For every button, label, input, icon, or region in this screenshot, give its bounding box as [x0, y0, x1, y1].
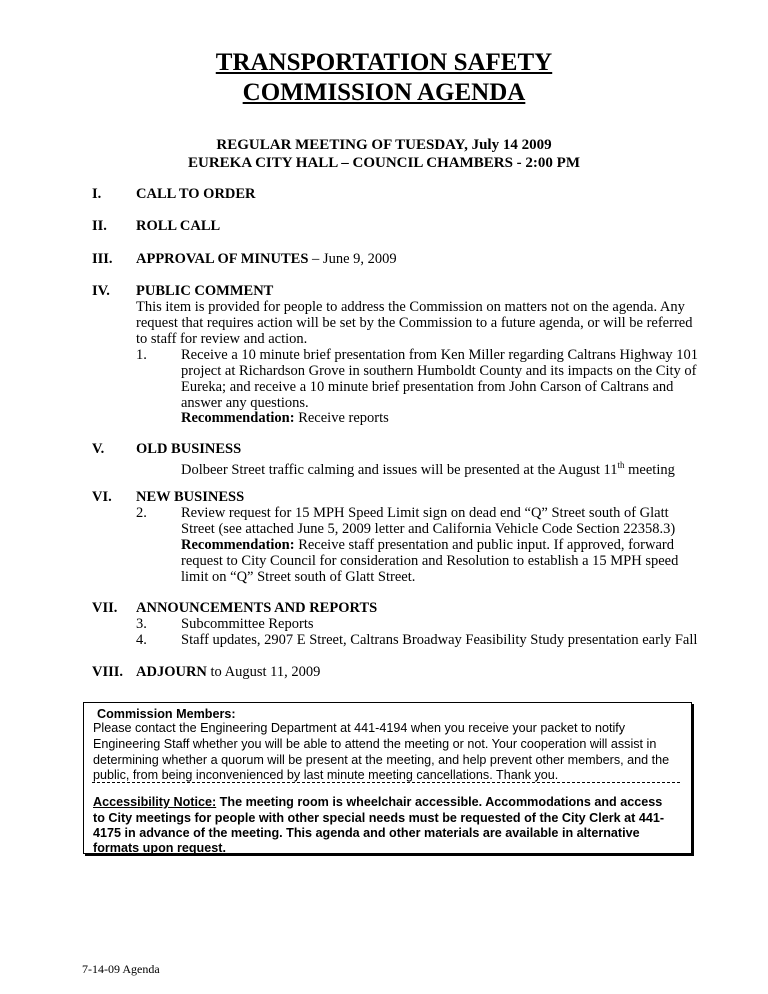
item-4-number: 4.	[136, 632, 147, 648]
meeting-line-1: REGULAR MEETING OF TUESDAY, July 14 2009	[216, 137, 552, 153]
item-1-number: 1.	[136, 347, 147, 363]
item-2-recommendation	[181, 537, 674, 553]
accessibility-line: 4175 in advance of the meeting. This agenda and other materials are available in alternative	[93, 826, 640, 840]
section-viii-date: to August 11, 2009	[206, 664, 321, 680]
notice-line: Please contact the Engineering Department at 441-4194 when you receive your packet to notify	[93, 721, 626, 735]
section-vi-number: VI.	[92, 489, 112, 505]
section-viii-line	[136, 664, 320, 680]
accessibility-line: to City meetings for people with other special needs must be requested of the City Clerk at 441-	[93, 811, 665, 825]
section-iv-body-line: to staff for review and action.	[136, 331, 308, 347]
section-v-title: OLD BUSINESS	[136, 441, 242, 457]
accessibility-text: The meeting room is wheelchair accessible. Accommodations and access	[216, 795, 663, 809]
item-2-line: Street (see attached June 5, 2009 letter and California Vehicle Code Section 22358.3)	[181, 521, 676, 537]
item-1-line: Receive a 10 minute brief presentation from Ken Miller regarding Caltrans Highway 101	[181, 347, 699, 363]
section-viii-title: ADJOURN	[136, 664, 207, 680]
section-ii-title: ROLL CALL	[136, 218, 221, 234]
section-vii-title: ANNOUNCEMENTS AND REPORTS	[136, 600, 378, 616]
section-iii-line	[136, 251, 397, 267]
section-vi-title: NEW BUSINESS	[136, 489, 245, 505]
section-iv-title: PUBLIC COMMENT	[136, 283, 274, 299]
item-1-line: answer any questions.	[181, 395, 309, 411]
section-vii-number: VII.	[92, 600, 118, 616]
section-v-line	[181, 457, 675, 478]
item-4-text: Staff updates, 2907 E Street, Caltrans Broadway Feasibility Study presentation early Fall	[181, 632, 698, 648]
notice-line: Engineering Staff whether you will be able to attend the meeting or not. Your cooperation will assist in	[93, 737, 657, 751]
recommendation-text: Receive reports	[294, 410, 389, 426]
section-v-text: Dolbeer Street traffic calming and issues will be presented at the August 11	[181, 461, 618, 478]
accessibility-line	[93, 794, 662, 810]
notice-heading: Commission Members:	[97, 707, 236, 721]
section-viii-number: VIII.	[92, 664, 124, 680]
section-i-number: I.	[92, 186, 102, 202]
item-3-number: 3.	[136, 616, 147, 632]
item-1-line: project at Richardson Grove in southern Humboldt County and its impacts on the City of	[181, 363, 697, 379]
meeting-line-2: EUREKA CITY HALL – COUNCIL CHAMBERS - 2:00 PM	[188, 155, 580, 171]
section-iv-body-line: request that requires action will be set by the Commission to a future agenda, or will be referred	[136, 315, 693, 331]
notice-line: determining whether a quorum will be present at the meeting, and help prevent other members, and the	[93, 753, 670, 767]
section-iv-body-line: This item is provided for people to address the Commission on matters not on the agenda. Any	[136, 299, 685, 315]
item-1-line: Eureka; and receive a 10 minute brief presentation from John Carson of Caltrans and	[181, 379, 674, 395]
item-2-recommendation-line: limit on “Q” Street south of Glatt Street.	[181, 569, 416, 585]
item-1-recommendation	[181, 410, 389, 426]
section-v-superscript: th	[617, 460, 625, 470]
section-iii-date: – June 9, 2009	[308, 251, 397, 267]
item-2-recommendation-line: request to City Council for consideration and Resolution to establish a 15 MPH speed	[181, 553, 679, 569]
title-line-2: COMMISSION AGENDA	[242, 79, 526, 106]
section-iii-number: III.	[92, 251, 113, 267]
item-2-line: Review request for 15 MPH Speed Limit sign on dead end “Q” Street south of Glatt	[181, 505, 669, 521]
recommendation-label: Recommendation:	[181, 537, 295, 553]
section-ii-number: II.	[92, 218, 107, 234]
section-i-title: CALL TO ORDER	[136, 186, 256, 202]
notice-line: public, from being inconvenienced by last minute meeting cancellations. Thank you.	[93, 768, 559, 782]
item-3-text: Subcommittee Reports	[181, 616, 314, 632]
section-iv-number: IV.	[92, 283, 110, 299]
section-v-number: V.	[92, 441, 105, 457]
accessibility-line: formats upon request.	[93, 841, 226, 855]
accessibility-label: Accessibility Notice:	[93, 795, 217, 809]
footer-label: 7-14-09 Agenda	[82, 962, 160, 976]
recommendation-label: Recommendation:	[181, 410, 295, 426]
notice-divider	[92, 782, 680, 783]
section-v-text-end: meeting	[624, 461, 675, 478]
item-2-number: 2.	[136, 505, 147, 521]
title-line-1: TRANSPORTATION SAFETY	[215, 49, 553, 76]
section-iii-title: APPROVAL OF MINUTES	[136, 251, 309, 267]
recommendation-text: Receive staff presentation and public input. If approved, forward	[294, 537, 674, 553]
